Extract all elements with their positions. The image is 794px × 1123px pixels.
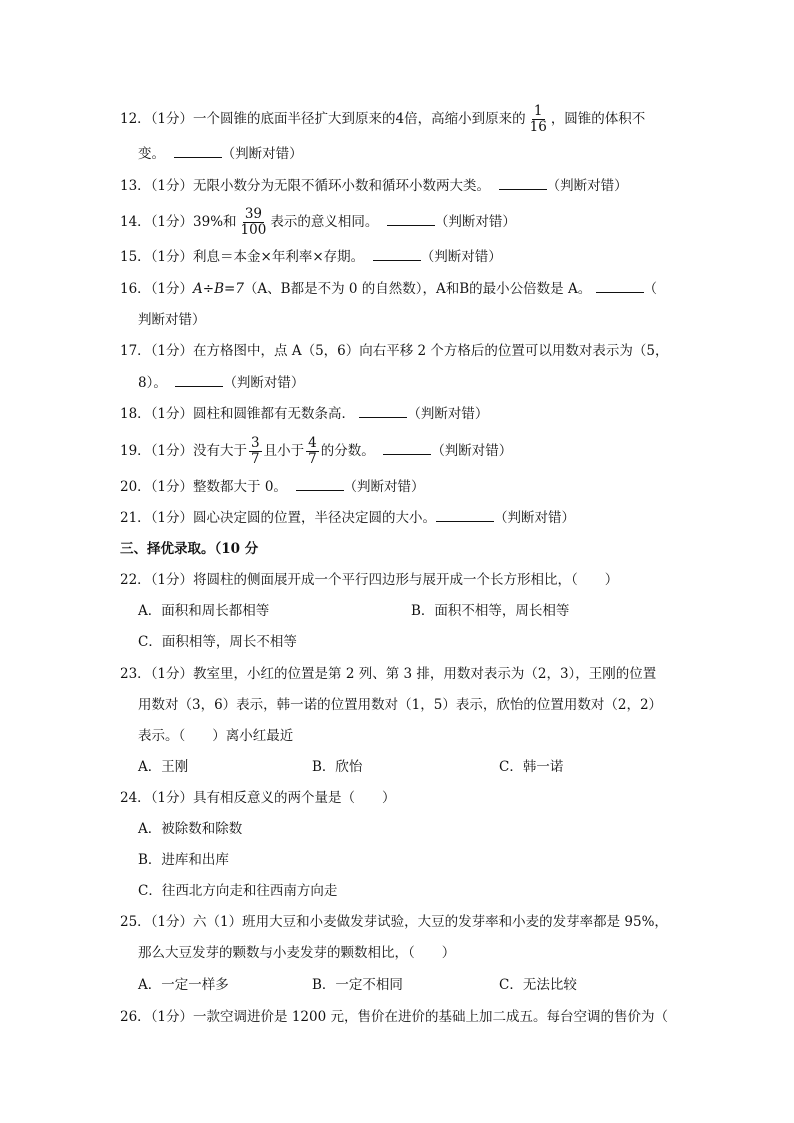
question-score: （1分） [150, 510, 194, 526]
option-c[interactable]: C．面积相等，周长不相等 [138, 634, 297, 650]
question-15 [120, 246, 502, 267]
question-text: A和B的最小公倍数是 A。 [436, 281, 592, 297]
question-text: 变。 [138, 146, 165, 162]
question-14 [120, 207, 516, 238]
answer-blank[interactable] [499, 175, 547, 190]
question-text: 39%和 [193, 214, 237, 230]
question-12-line-1 [120, 104, 645, 135]
fraction: $\frac{39}{100}$ [240, 206, 267, 238]
question-score: （1分） [150, 406, 194, 422]
question-22 [120, 570, 618, 590]
question-text: 表示。（ ）离小红最近 [138, 728, 294, 744]
question-25-line-1 [120, 912, 668, 932]
judge-hint: （判断对错） [434, 214, 516, 230]
answer-blank[interactable] [436, 507, 494, 522]
question-20 [120, 476, 425, 497]
answer-blank[interactable] [383, 440, 431, 455]
option-a[interactable]: A．王刚 [138, 759, 189, 775]
question-23-line-2 [138, 695, 662, 715]
question-text: 圆柱和圆锥都有无数条高． [193, 406, 356, 422]
question-text: ，圆锥的体积不 [550, 111, 646, 127]
question-number: 26． [120, 1009, 151, 1025]
question-score: （1分） [150, 572, 194, 588]
question-number: 22． [120, 572, 151, 588]
question-number: 18． [120, 406, 151, 422]
question-text: 一款空调进价是 1200 元，售价在进价的基础上加二成五。每台空调的售价为（ [193, 1009, 668, 1025]
question-text: 六（1）班用大豆和小麦做发芽试验，大豆的发芽率和小麦的发芽率都是 95%， [193, 914, 668, 930]
option-a[interactable]: A．被除数和除数 [138, 821, 243, 837]
question-score: （1分） [150, 914, 194, 930]
question-text: 在方格图中，点 A（5，6）向右平移 2 个方格后的位置可以用数对表示为（5， [193, 343, 669, 359]
option-b[interactable]: B．一定不相同 [312, 977, 403, 993]
question-score: （1分） [150, 790, 194, 806]
question-number: 23． [120, 666, 151, 682]
question-text: 的分数。 [320, 443, 375, 459]
question-text: 且小于 [263, 443, 305, 459]
question-number: 17． [120, 343, 151, 359]
question-score: （1分） [150, 1009, 194, 1025]
question-text: 用数对（3，6）表示，韩一诺的位置用数对（1，5）表示，欣怡的位置用数对（2，2） [138, 697, 663, 713]
question-21 [120, 507, 575, 528]
question-number: 16． [120, 281, 151, 297]
judge-hint: （判断对错） [431, 443, 513, 459]
question-23-line-3 [138, 726, 293, 746]
question-number: 21． [120, 510, 151, 526]
question-text: 利息＝本金×年利率×存期。 [193, 249, 365, 265]
answer-blank[interactable] [175, 372, 223, 387]
question-text: 整数都大于 0。 [193, 479, 287, 495]
fraction: $\frac{3}{7}$ [251, 435, 260, 467]
fraction: $\frac{1}{16}$ [529, 103, 547, 135]
answer-blank[interactable] [296, 476, 344, 491]
question-text: 表示的意义相同。 [270, 214, 379, 230]
option-b[interactable]: B．面积不相等，周长相等 [411, 603, 570, 619]
answer-blank[interactable] [387, 211, 435, 226]
question-score: （1分） [150, 443, 194, 459]
question-score: （1分） [150, 666, 194, 682]
answer-blank[interactable] [596, 278, 644, 293]
question-score: （1分） [150, 111, 194, 127]
option-b[interactable]: B．欣怡 [312, 759, 363, 775]
option-c[interactable]: C．韩一诺 [499, 759, 564, 775]
question-score: （1分） [150, 479, 194, 495]
question-text: 教室里，小红的位置是第 2 列、第 3 排，用数对表示为（2，3），王刚的位置 [193, 666, 657, 682]
question-text: 没有大于 [193, 443, 248, 459]
option-b[interactable]: B．进库和出库 [138, 852, 229, 868]
answer-blank[interactable] [359, 403, 407, 418]
judge-hint: （判断对错） [343, 479, 425, 495]
question-score: （1分） [150, 249, 194, 265]
judge-hint: （判断对错） [546, 178, 628, 194]
option-c[interactable]: C．往西北方向走和往西南方向走 [138, 883, 338, 899]
question-score: （1分） [150, 281, 194, 297]
judge-hint: （判断对错） [221, 146, 303, 162]
question-number: 14． [120, 214, 151, 230]
judge-hint: （判断对错） [420, 249, 502, 265]
question-text: 圆心决定圆的位置，半径决定圆的大小。 [193, 510, 437, 526]
judge-hint: （判断对错） [223, 375, 305, 391]
question-text: 将圆柱的侧面展开成一个平行四边形与展开成一个长方形相比，（ ） [193, 572, 619, 588]
question-text: 无限小数分为无限不循环小数和循环小数两大类。 [193, 178, 491, 194]
question-19 [120, 436, 512, 467]
question-number: 12． [120, 111, 151, 127]
question-17-line-2 [138, 372, 304, 393]
judge-hint: （判断对错） [494, 510, 576, 526]
judge-hint: （ [643, 281, 658, 297]
option-c[interactable]: C．无法比较 [499, 977, 577, 993]
question-expression: A÷B=7 [193, 281, 244, 297]
question-text: 具有相反意义的两个量是（ ） [193, 790, 396, 806]
option-a[interactable]: A．一定一样多 [138, 977, 229, 993]
question-16-line-2 [138, 310, 206, 330]
question-24 [120, 788, 396, 808]
answer-blank[interactable] [174, 143, 222, 158]
question-number: 25． [120, 914, 151, 930]
question-score: （1分） [150, 214, 194, 230]
section-heading: 三、择优录取。（10 分 [120, 541, 259, 557]
question-26 [120, 1007, 668, 1027]
question-17-line-1 [120, 341, 669, 361]
question-number: 24． [120, 790, 151, 806]
question-number: 15． [120, 249, 151, 265]
question-12-line-2 [138, 143, 303, 164]
question-text: （A、B都是不为 0 的自然数）， [243, 281, 437, 297]
fraction: $\frac{4}{7}$ [308, 435, 317, 467]
question-number: 13． [120, 178, 151, 194]
judge-hint: 判断对错） [138, 312, 206, 328]
question-25-line-2 [138, 943, 455, 963]
judge-hint: （判断对错） [407, 406, 489, 422]
answer-blank[interactable] [373, 246, 421, 261]
question-23-line-1 [120, 664, 656, 684]
question-score: （1分） [150, 343, 194, 359]
question-13 [120, 175, 628, 196]
question-score: （1分） [150, 178, 194, 194]
question-number: 20． [120, 479, 151, 495]
question-text: 一个圆锥的底面半径扩大到原来的4倍，高缩小到原来的 [193, 111, 526, 127]
question-18 [120, 403, 488, 424]
question-text: 8）。 [138, 375, 167, 391]
question-16-line-1 [120, 278, 657, 299]
question-number: 19． [120, 443, 151, 459]
option-a[interactable]: A．面积和周长都相等 [138, 603, 270, 619]
question-text: 那么大豆发芽的颗数与小麦发芽的颗数相比，（ ） [138, 945, 456, 961]
